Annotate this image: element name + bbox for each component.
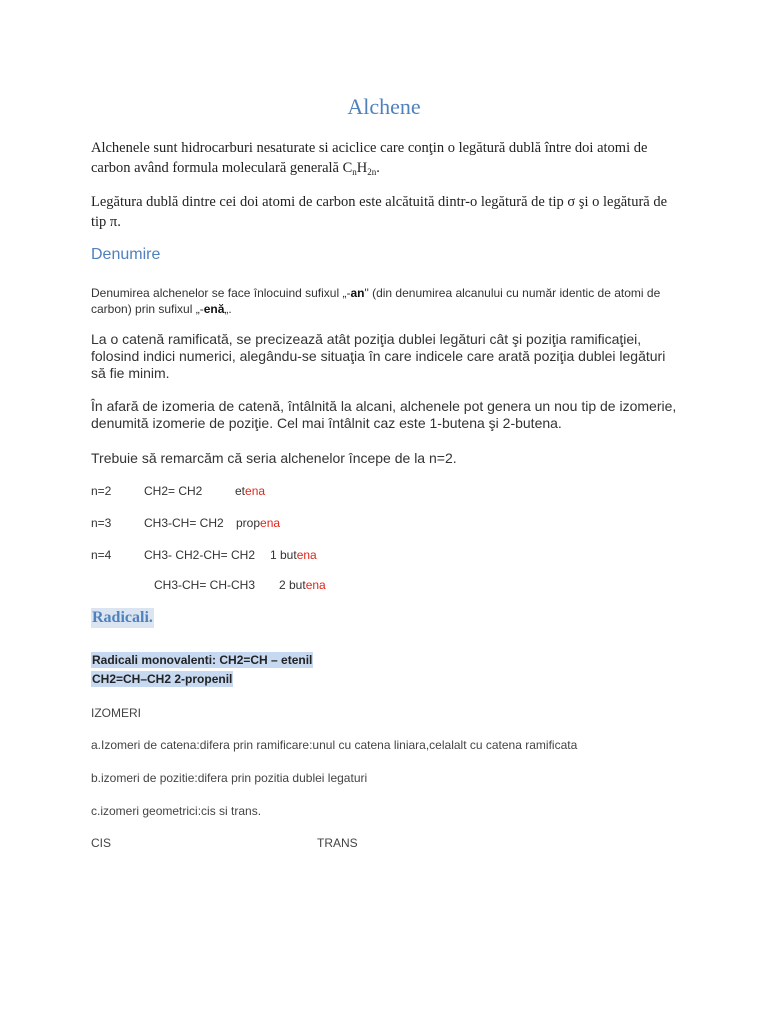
denumire-paragraph-1 [91, 285, 681, 317]
izomeri-heading: IZOMERI [91, 706, 141, 720]
denumire-paragraph-2: La o catenă ramificată, se precizează atât poziţia dublei legături cât şi poziţia ramificaţiei, folosind indici numerici, alegându-se situaţia în care indicele care arată poziţia dublei legături să fie minim. [91, 331, 666, 381]
series-n: n=2 [91, 484, 112, 498]
series-name [235, 484, 265, 498]
suffix-an: an [350, 286, 365, 300]
name-suffix: ena [305, 578, 326, 592]
text-segment: Denumirea alchenelor se face înlocuind sufixul „- [91, 286, 351, 300]
intro-paragraph-1 [91, 138, 681, 182]
series-formula: CH3-CH= CH-CH3 [154, 578, 256, 592]
subscript-2n: 2n [367, 167, 377, 177]
intro-text: Alchenele sunt hidrocarburi nesaturate si aciclice care conţin o legătură dublă între doi atomi de carbon având formula moleculară generală C [91, 140, 648, 176]
series-name [270, 548, 317, 562]
izomeri-item-c: c.izomeri geometrici:cis si trans. [91, 804, 262, 818]
series-formula: CH2= CH2 [144, 484, 203, 498]
name-suffix: ena [296, 548, 317, 562]
denumire-paragraph-3: În afară de izomeria de catenă, întâlnită la alcani, alchenele pot genera un nou tip de izomerie, denumită izomerie de poziţie. Cel mai întâlnit caz este 1-butena şi 2-butena. [91, 398, 677, 431]
radicali-line-2: CH2=CH–CH2 2-propenil [92, 672, 233, 686]
suffix-ena: enă [203, 302, 225, 316]
radicali-line-1: Radicali monovalenti: CH2=CH – etenil [92, 653, 313, 667]
izomeri-item-b: b.izomeri de pozitie:difera prin pozitia dublei legaturi [91, 771, 368, 785]
series-n: n=3 [91, 516, 112, 530]
name-suffix: ena [245, 484, 266, 498]
series-formula: CH3- CH2-CH= CH2 [144, 548, 256, 562]
name-root: et [235, 484, 246, 498]
series-name [279, 578, 326, 592]
label-cis: CIS [91, 836, 112, 850]
subscript-n: n [352, 167, 357, 177]
series-formula: CH3-CH= CH2 [144, 516, 224, 530]
page-title: Alchene [347, 94, 421, 119]
name-root: 1 but [270, 548, 297, 562]
denumire-paragraph-4: Trebuie să remarcăm că seria alchenelor începe de la n=2. [91, 450, 457, 466]
izomeri-item-a: a.Izomeri de catena:difera prin ramificare:unul cu catena liniara,celalalt cu catena ramificata [91, 738, 578, 752]
text-segment: „. [224, 302, 232, 316]
name-root: 2 but [279, 578, 306, 592]
series-name [236, 516, 280, 530]
section-heading-radicali: Radicali. [92, 609, 153, 626]
section-heading-denumire: Denumire [91, 246, 161, 263]
intro-period: . [376, 160, 380, 176]
name-suffix: ena [260, 516, 281, 530]
text-segment: " (din denumirea alcanului cu număr identic de atomi de carbon) prin sufixul „- [91, 286, 661, 316]
formula-h: H [356, 160, 368, 176]
label-trans: TRANS [317, 836, 358, 850]
intro-paragraph-2: Legătura dublă dintre cei doi atomi de carbon este alcătuită dintr-o legătură de tip σ şi o legătură de tip π. [91, 194, 668, 230]
name-root: prop [236, 516, 261, 530]
series-n: n=4 [91, 548, 112, 562]
